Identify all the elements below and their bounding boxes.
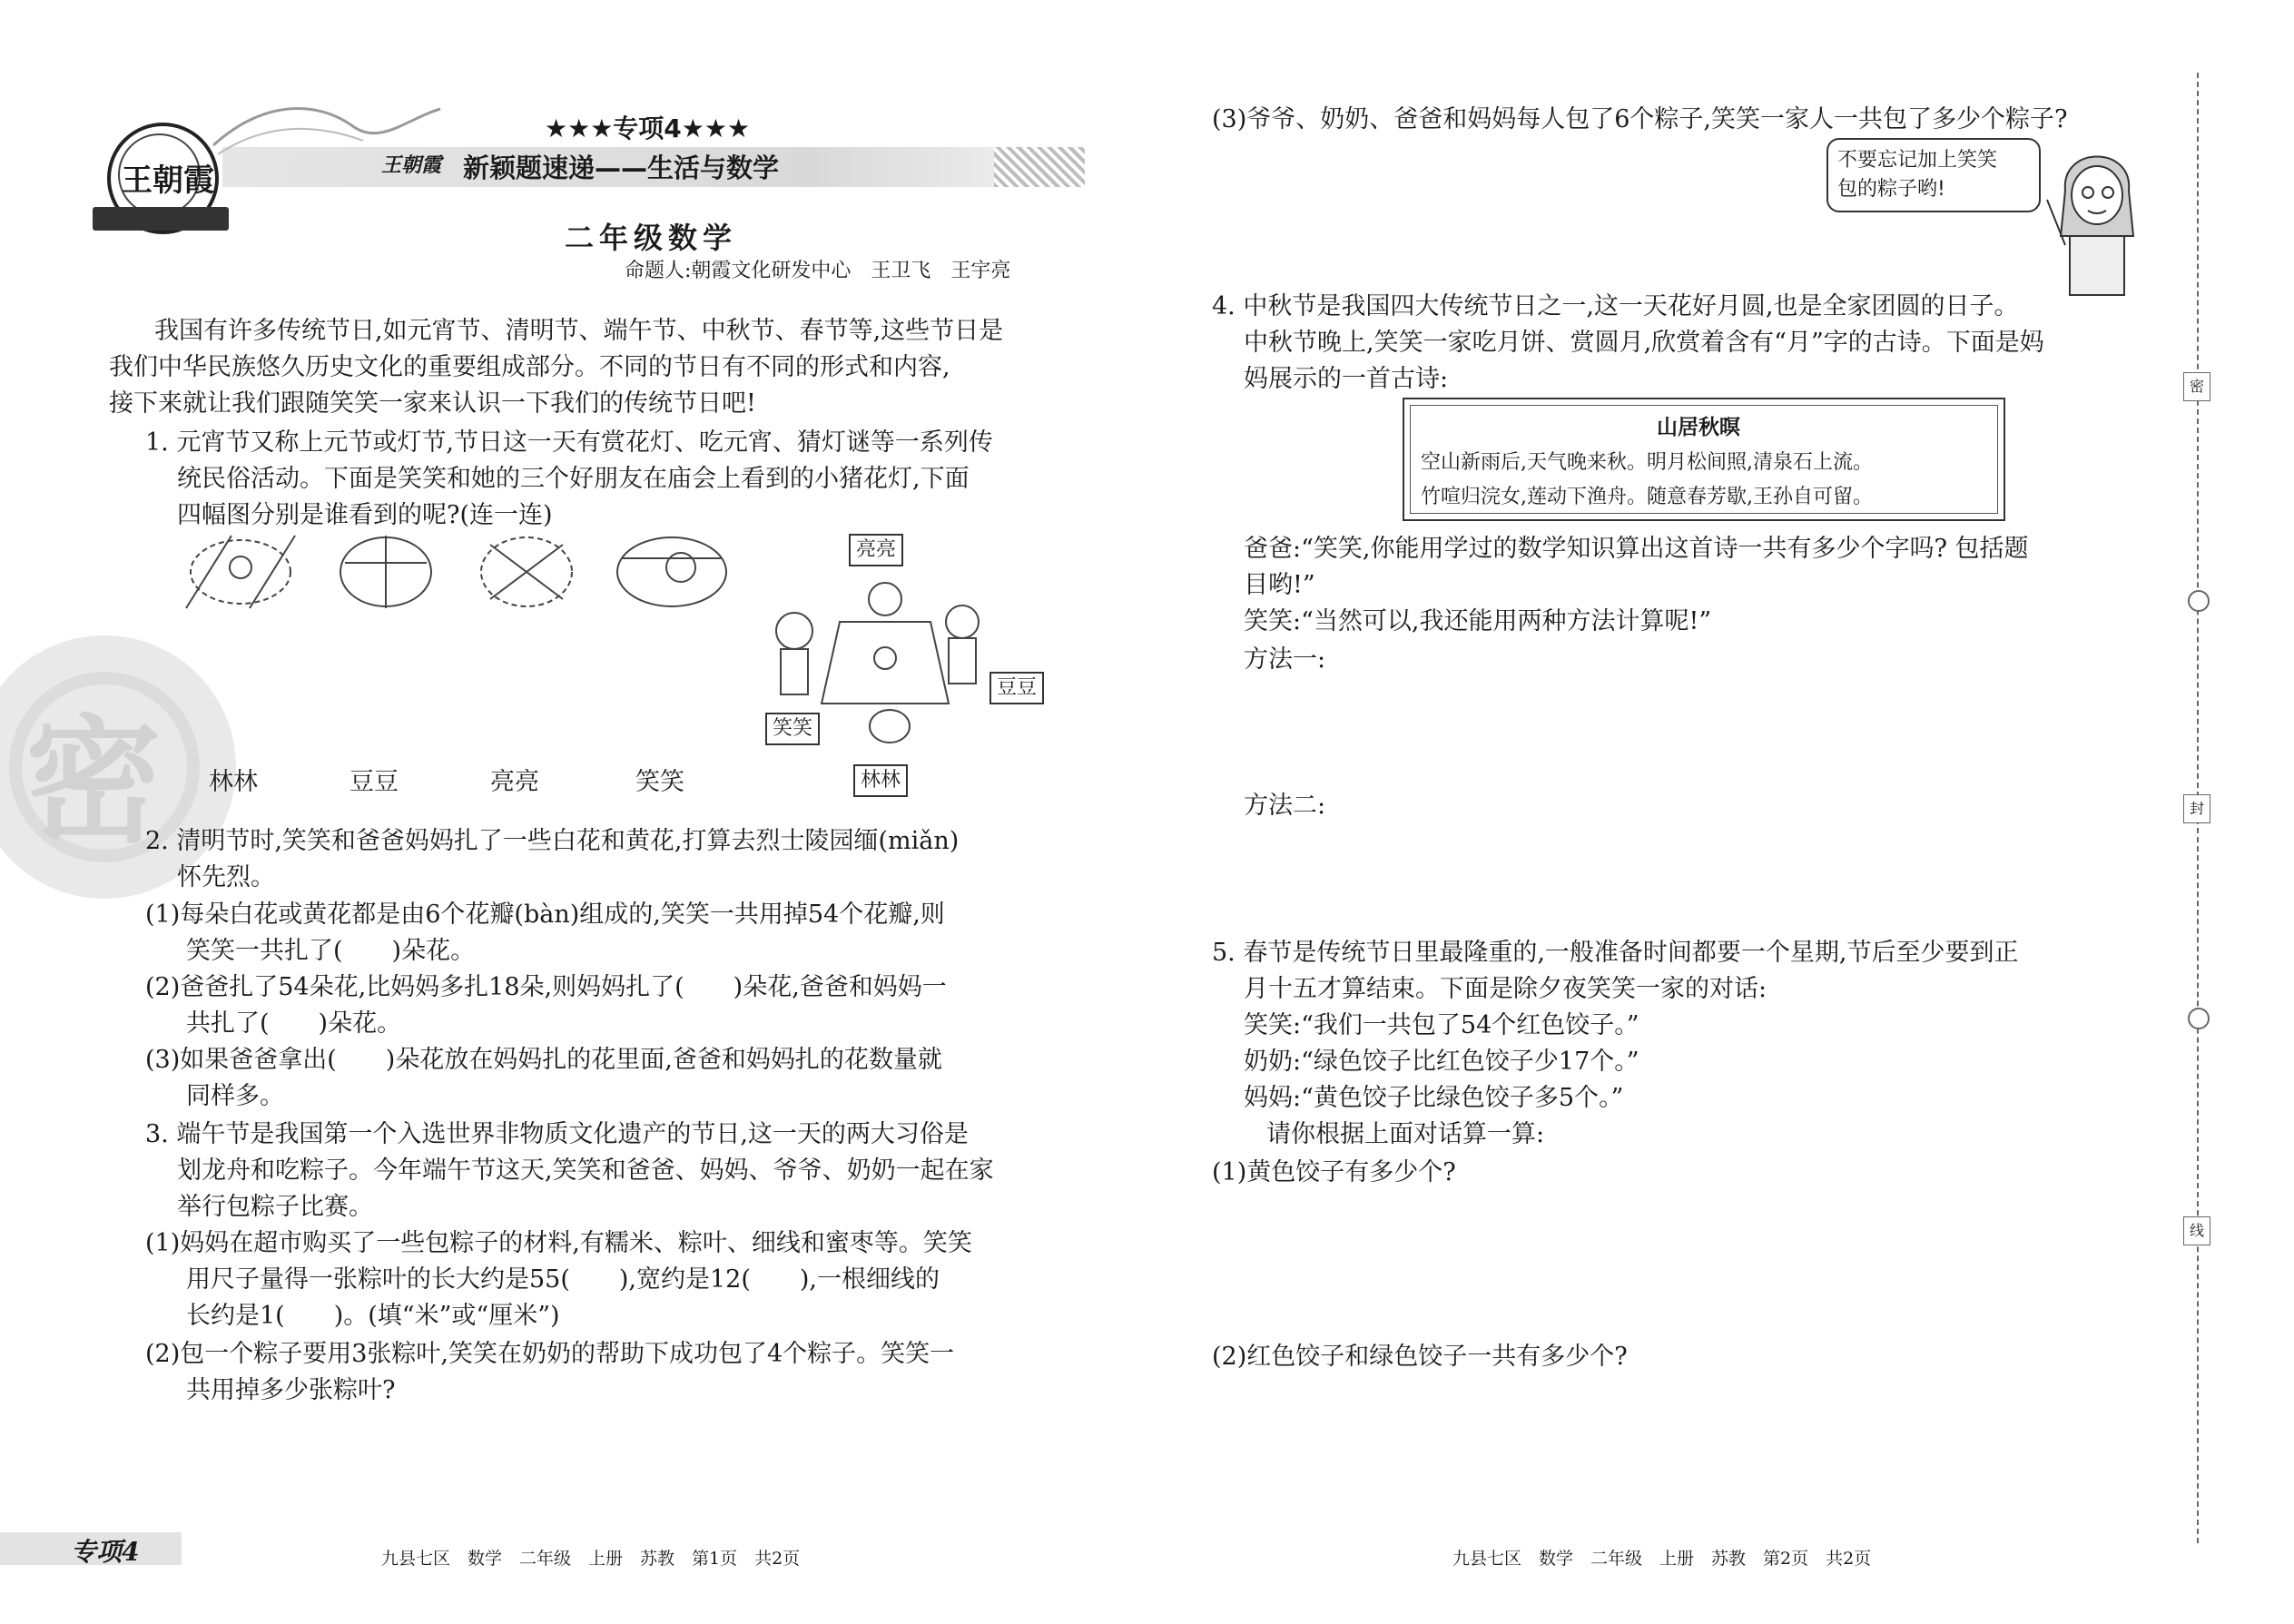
brand-mark: 王朝霞	[381, 153, 442, 177]
q5-sub-1: (1)黄色饺子有多少个?	[1212, 1158, 1456, 1186]
intro-line-2: 我们中华民族悠久历史文化的重要组成部分。不同的节日有不同的形式和内容,	[109, 353, 950, 381]
margin-hole-icon	[2188, 590, 2210, 612]
q3-line-1: 3. 端午节是我国第一个入选世界非物质文化遗产的节日,这一天的两大习俗是	[145, 1120, 969, 1148]
q3-line-5: 用尺子量得一张粽叶的长大约是55( ),宽约是12( ),一根细线的	[186, 1265, 940, 1294]
method-2-label: 方法二:	[1244, 792, 1326, 820]
q5-sub-2: (2)红色饺子和绿色饺子一共有多少个?	[1212, 1343, 1628, 1371]
tag-left: 笑笑	[765, 713, 820, 745]
q3-line-3: 举行包粽子比赛。	[177, 1193, 373, 1221]
q2-line-2: 怀先烈。	[177, 863, 275, 891]
q4-dialogue-2: 目哟!”	[1244, 571, 1315, 599]
pig-lantern-icon	[340, 536, 431, 608]
q5-line-6: 请你根据上面对话算一算:	[1266, 1120, 1545, 1148]
q5-line-4: 奶奶:“绿色饺子比红色饺子少17个。”	[1244, 1048, 1639, 1076]
q3-line-4: (1)妈妈在超市购买了一些包粽子的材料,有糯米、粽叶、细线和蜜枣等。笑笑	[145, 1229, 972, 1257]
pig-lantern-icon	[617, 537, 726, 606]
method-1-label: 方法一:	[1244, 645, 1326, 674]
margin-hole-icon	[2188, 1008, 2210, 1029]
q4-line-1: 4. 中秋节是我国四大传统节日之一,这一天花好月圆,也是全家团圆的日子。	[1212, 292, 2019, 320]
q3-line-7: (2)包一个粽子要用3张粽叶,笑笑在奶奶的帮助下成功包了4个粽子。笑笑一	[145, 1340, 955, 1368]
footer-right-info: 九县七区 数学 二年级 上册 苏教 第2页 共2页	[1452, 1549, 1872, 1569]
pig-lantern-icon	[186, 536, 295, 608]
q5-line-2: 月十五才算结束。下面是除夕夜笑笑一家的对话:	[1244, 975, 1767, 1003]
q2-line-5: (2)爸爸扎了54朵花,比妈妈多扎18朵,则妈妈扎了( )朵花,爸爸和妈妈一	[145, 973, 947, 1001]
q3-line-2: 划龙舟和吃粽子。今年端午节这天,笑笑和爸爸、妈妈、爷爷、奶奶一起在家	[177, 1156, 994, 1185]
bubble-line-2: 包的粽子哟!	[1837, 178, 1945, 201]
footer-left-label: 专项4	[71, 1537, 140, 1567]
bubble-line-1: 不要忘记加上笑笑	[1837, 149, 1998, 172]
banner-title: 新颖题速递——生活与数学	[463, 153, 780, 183]
authors: 命题人:朝霞文化研发中心 王卫飞 王宇亮	[625, 260, 1011, 282]
q5-line-1: 5. 春节是传统节日里最隆重的,一般准备时间都要一个星期,节后至少要到正	[1212, 939, 2019, 967]
q1-line-1: 1. 元宵节又称上元节或灯节,节日这一天有赏花灯、吃元宵、猜灯谜等一系列传	[145, 428, 993, 457]
q2-line-6: 共扎了( )朵花。	[186, 1009, 402, 1038]
q3-3-line: (3)爷爷、奶奶、爸爸和妈妈每人包了6个粽子,笑笑一家人一共包了多少个粽子?	[1212, 105, 2068, 133]
q4-dialogue-3: 笑笑:“当然可以,我还能用两种方法计算呢!”	[1244, 607, 1712, 635]
q1-line-2: 统民俗活动。下面是笑笑和她的三个好朋友在庙会上看到的小猪花灯,下面	[177, 465, 970, 493]
margin-mark-seal-2: 封	[2183, 794, 2210, 823]
q2-line-8: 同样多。	[186, 1082, 284, 1110]
q1-name-4: 笑笑	[635, 768, 684, 796]
poem-line-2: 竹喧归浣女,莲动下渔舟。随意春芳歇,王孙自可留。	[1421, 486, 1873, 508]
teacher-illustration	[2043, 136, 2151, 300]
q2-line-7: (3)如果爸爸拿出( )朵花放在妈妈扎的花里面,爸爸和妈妈扎的花数量就	[145, 1046, 942, 1074]
q3-line-8: 共用掉多少张粽叶?	[186, 1376, 396, 1404]
margin-mark-seal: 密	[2183, 372, 2210, 401]
logo-ribbon	[93, 207, 229, 231]
q4-dialogue-1: 爸爸:“笑笑,你能用学过的数学知识算出这首诗一共有多少个字吗? 包括题	[1244, 535, 2029, 563]
q5-line-5: 妈妈:“黄色饺子比绿色饺子多5个。”	[1244, 1084, 1624, 1112]
banner-hatch	[994, 147, 1085, 187]
watermark-seal: 密	[0, 635, 236, 899]
q1-name-2: 豆豆	[350, 768, 399, 796]
q2-line-4: 笑笑一共扎了( )朵花。	[186, 937, 476, 965]
pig-lanterns	[177, 527, 740, 617]
q2-line-3: (1)每朵白花或黄花都是由6个花瓣(bàn)组成的,笑笑一共用掉54个花瓣,则	[145, 901, 945, 929]
q4-line-2: 中秋节晚上,笑笑一家吃月饼、赏圆月,欣赏着含有“月”字的古诗。下面是妈	[1244, 329, 2044, 357]
subject-title: 二年级数学	[565, 221, 738, 255]
margin-mark-line: 线	[2183, 1216, 2210, 1245]
poem-line-1: 空山新雨后,天气晚来秋。明月松间照,清泉石上流。	[1421, 451, 1873, 474]
tag-bottom: 林林	[853, 764, 908, 797]
intro-line-3: 接下来就让我们跟随笑笑一家来认识一下我们的传统节日吧!	[109, 389, 756, 418]
pig-lantern-icon	[481, 537, 572, 606]
intro-line-1: 我国有许多传统节日,如元宵节、清明节、端午节、中秋节、春节等,这些节日是	[154, 317, 1004, 345]
poem-title: 山居秋暝	[1657, 416, 1740, 439]
series-label: ★★★专项4★★★	[545, 113, 751, 143]
q1-line-3: 四幅图分别是谁看到的呢?(连一连)	[177, 501, 553, 529]
footer-left-info: 九县七区 数学 二年级 上册 苏教 第1页 共2页	[381, 1549, 801, 1569]
tag-right: 豆豆	[989, 672, 1044, 704]
q1-name-3: 亮亮	[490, 768, 539, 796]
q1-name-1: 林林	[209, 768, 258, 796]
q2-line-1: 2. 清明节时,笑笑和爸爸妈妈扎了一些白花和黄花,打算去烈士陵园缅(miǎn)	[145, 827, 960, 855]
q5-line-3: 笑笑:“我们一共包了54个红色饺子。”	[1244, 1011, 1639, 1039]
brand-logo-text: 王朝霞	[122, 162, 214, 199]
tag-top: 亮亮	[849, 534, 903, 566]
q3-line-6: 长约是1( )。(填“米”或“厘米”)	[186, 1302, 560, 1330]
q4-line-3: 妈展示的一首古诗:	[1244, 365, 1449, 393]
